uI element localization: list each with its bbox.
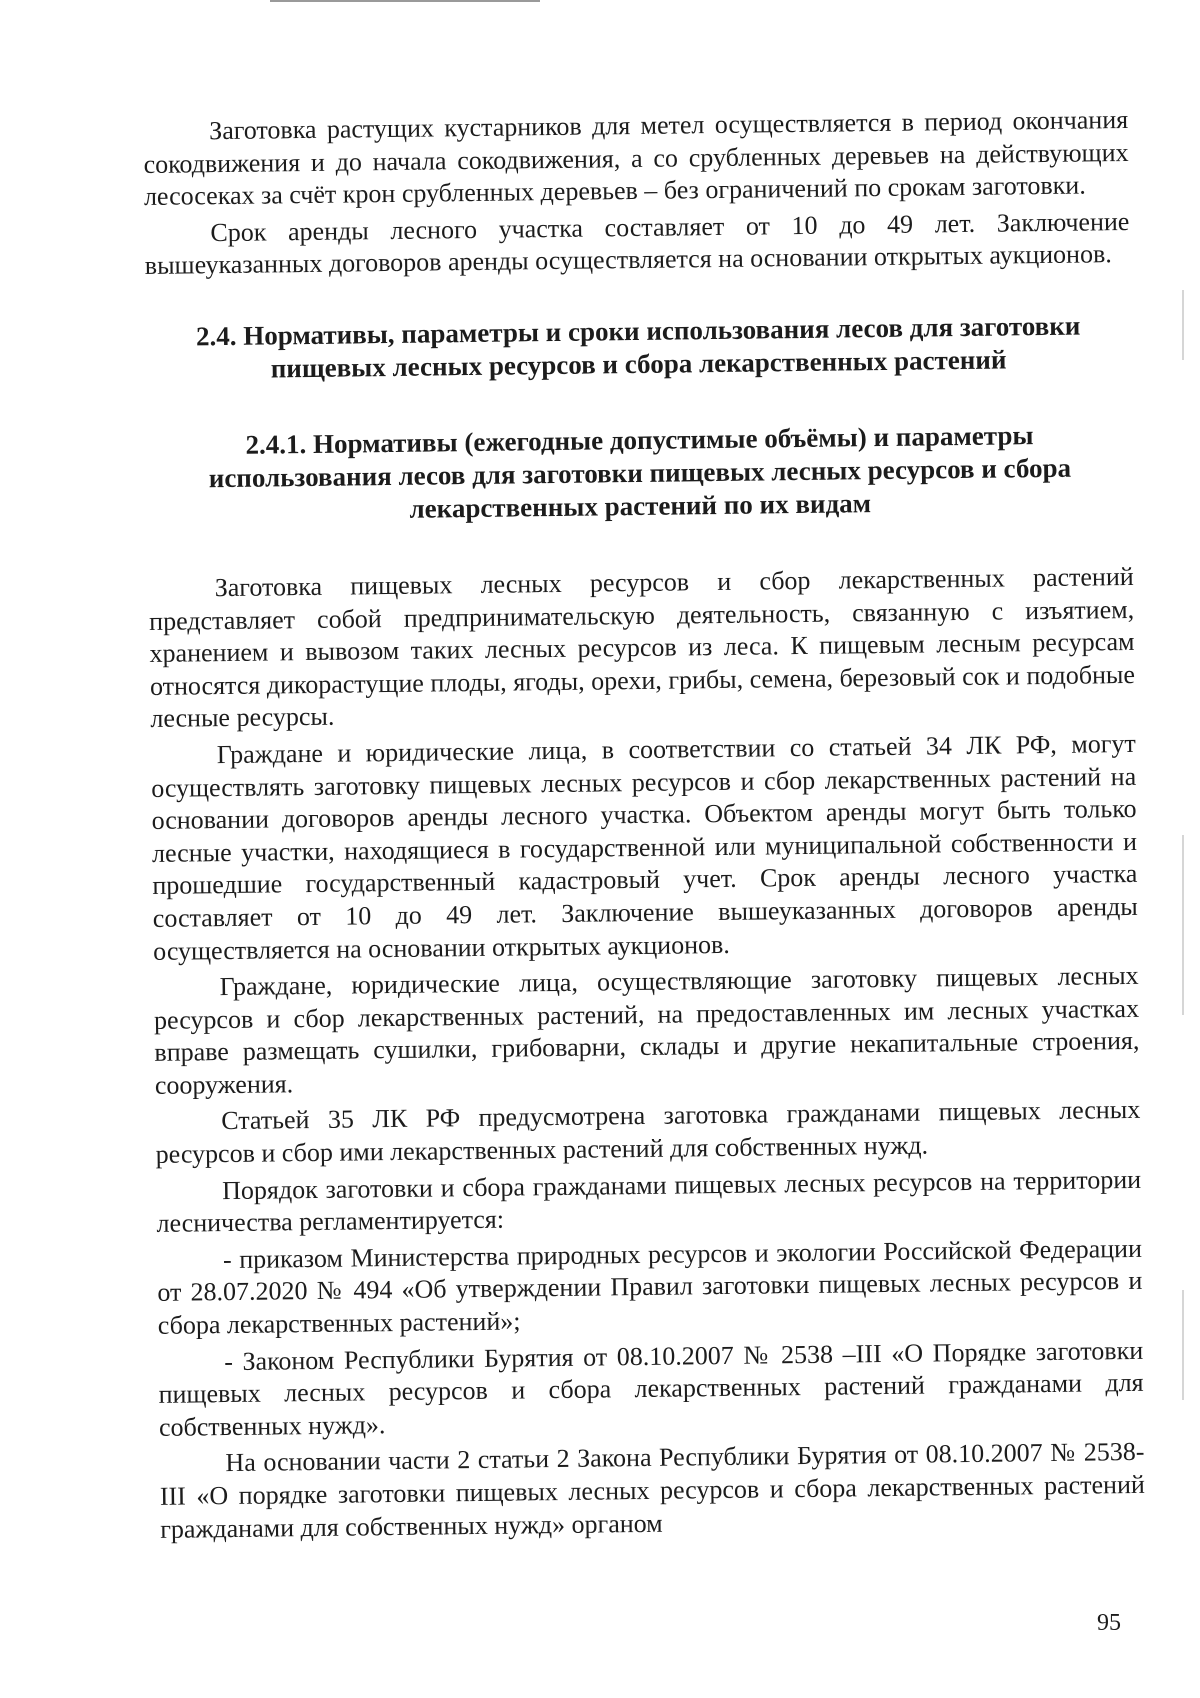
body-paragraph: Граждане, юридические лица, осуществляющие заготовку пищевых лесных ресурсов и сбор лекарственных растений, на предоставленных им лесных участках вправе размещать сушилки, грибоварни, склады и другие некапитальные строения, сооружения. (153, 960, 1140, 1100)
scan-margin-mark (1182, 290, 1184, 360)
body-paragraph: Заготовка пищевых лесных ресурсов и сбор лекарственных растений представляет собой предпринимательскую деятельность, связанную с изъятием, хранением и вывозом таких лесных ресурсов из леса. К пищевым лесным ресурсам относятся дикорастущие плоды, ягоды, орехи, грибы, семена, березовый сок и подобные лесные ресурсы. (148, 561, 1136, 734)
body-paragraph: На основании части 2 статьи 2 Закона Республики Бурятия от 08.10.2007 № 2538-III «О порядке заготовки пищевых лесных ресурсов и сбора лекарственных растений гражданами для собственных нужд» органом (159, 1437, 1145, 1544)
section-heading-2-4: 2.4. Нормативы, параметры и сроки использования лесов для заготовки пищевых лесных ресурсов и сбора лекарственных растений (195, 310, 1081, 384)
body-paragraph: Статьей 35 ЛК РФ предусмотрена заготовка гражданами пищевых лесных ресурсов и сбор ими лекарственных растений для собственных нужд. (155, 1095, 1141, 1169)
page-number: 95 (1097, 1610, 1121, 1636)
body-paragraph: Порядок заготовки и сбора гражданами пищевых лесных ресурсов на территории лесничества регламентируется: (156, 1164, 1142, 1239)
intro-paragraph: Срок аренды лесного участка составляет от 10 до 49 лет. Заключение вышеуказанных договоров аренды осуществляется на основании открытых аукционов. (144, 206, 1130, 281)
list-item: - приказом Министерства природных ресурсов и экологии Российской Федерации от 28.07.2020 № 494 «Об утверждении Правил заготовки пищевых лесных ресурсов и сбора лекарственных растений»; (157, 1233, 1143, 1340)
scan-edge-line (270, 0, 540, 2)
scan-margin-mark (1182, 835, 1184, 1015)
intro-paragraph: Заготовка растущих кустарников для метел осуществляется в период окончания сокодвижения и до начала сокодвижения, а со срубленных деревьев на действующих лесосеках за счёт крон срубленных деревьев – без ограничений по срокам заготовки. (143, 104, 1129, 212)
body-paragraph: Граждане и юридические лица, в соответствии со статьей 34 ЛК РФ, могут осуществлять заготовку пищевых лесных ресурсов и сбор лекарственных растений на основании договоров аренды лесного участка. Объектом аренды могут быть только лесные участки, находящиеся в государственной или муниципальной собственности и прошедшие государственный кадастровый учет. Срок аренды лесного участка составляет от 10 до 49 лет. Заключение вышеуказанных договоров аренды осуществляется на основании открытых аукционов. (151, 728, 1138, 966)
document-page (143, 104, 1145, 1546)
scan-margin-mark (1182, 1290, 1184, 1400)
list-item: - Законом Республики Бурятия от 08.10.2007 № 2538 –III «О Порядке заготовки пищевых лесных ресурсов и сбора лекарственных растений гражданами для собственных нужд». (158, 1335, 1144, 1442)
subsection-heading-2-4-1: 2.4.1. Нормативы (ежегодные допустимые объёмы) и параметры использования лесов для заготовки пищевых лесных ресурсов и сбора лекарственных растений по их видам (208, 420, 1072, 524)
